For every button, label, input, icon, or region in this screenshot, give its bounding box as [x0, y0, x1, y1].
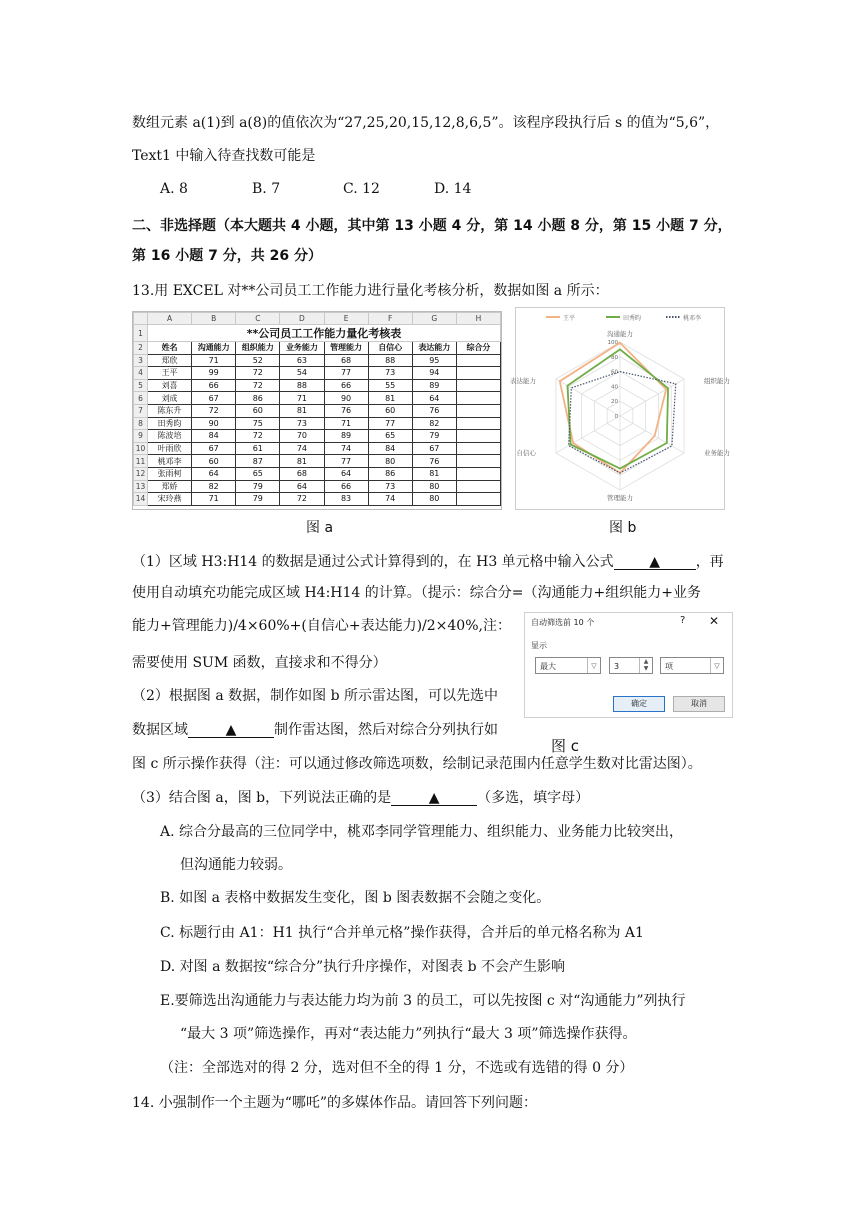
choice-a-cont: 但沟通能力较弱。 — [180, 857, 292, 873]
top-bottom-select[interactable] — [535, 657, 601, 674]
name-cell: 桃邓李 — [148, 455, 192, 468]
score-cell: 67 — [412, 442, 456, 455]
legend-label: 田秀昀 — [623, 315, 642, 322]
axis-label: 管理能力 — [607, 494, 633, 502]
score-cell: 66 — [324, 480, 368, 493]
score-cell: 63 — [280, 354, 324, 367]
scoring-note: （注：全部选对的得 2 分，选对但不全的得 1 分，不选或有选错的得 0 分） — [160, 1060, 634, 1076]
score-cell: 74 — [368, 493, 412, 506]
score-cell: 76 — [412, 404, 456, 417]
table-row — [134, 480, 501, 493]
row-number: 13 — [134, 480, 148, 493]
option-d: D. 14 — [434, 181, 472, 197]
answer-blank: ▲ — [614, 552, 696, 570]
score-cell — [456, 392, 500, 405]
row-number: 9 — [134, 430, 148, 443]
score-cell: 75 — [236, 417, 280, 430]
name-cell: 叶雨欣 — [148, 442, 192, 455]
choice-c: C. 标题行由 A1：H1 执行“合并单元格”操作获得，合并后的单元格名称为 A1 — [160, 925, 644, 941]
score-cell: 70 — [280, 430, 324, 443]
tick-label: 60 — [611, 369, 618, 376]
caption-a: 图 a — [306, 520, 334, 536]
column-header: 综合分 — [456, 342, 500, 355]
row-number: 5 — [134, 379, 148, 392]
legend-label: 桃邓李 — [683, 315, 702, 322]
score-cell: 64 — [324, 467, 368, 480]
name-cell: 刘喜 — [148, 379, 192, 392]
text-line: 使用自动填充功能完成区域 H4:H14 的计算。（提示：综合分=（沟通能力+组织能力+业务 — [132, 585, 701, 601]
score-cell — [456, 367, 500, 380]
col-letter: H — [456, 313, 500, 325]
q13-part1 — [132, 552, 724, 572]
score-cell: 64 — [192, 467, 236, 480]
score-cell: 77 — [324, 367, 368, 380]
text-line: 数组元素 a(1)到 a(8)的值依次为“27,25,20,15,12,8,6,5”。该程序段执行后 s 的值为“5,6”， — [132, 115, 720, 131]
score-cell: 54 — [280, 367, 324, 380]
score-cell: 72 — [192, 404, 236, 417]
caption-c: 图 c — [551, 737, 580, 755]
score-cell — [456, 467, 500, 480]
score-cell: 67 — [192, 442, 236, 455]
col-letter: A — [148, 313, 192, 325]
row-number: 3 — [134, 354, 148, 367]
score-cell: 72 — [236, 430, 280, 443]
name-cell: 田秀昀 — [148, 417, 192, 430]
score-cell: 71 — [280, 392, 324, 405]
row-number: 7 — [134, 404, 148, 417]
score-cell: 67 — [192, 392, 236, 405]
choice-b: B. 如图 a 表格中数据发生变化，图 b 图表数据不会随之变化。 — [160, 890, 551, 906]
score-cell: 76 — [412, 455, 456, 468]
score-cell: 81 — [280, 404, 324, 417]
score-cell: 80 — [412, 480, 456, 493]
q13-part3-text: （3）结合图 a，图 b，下列说法正确的是 — [132, 790, 392, 806]
score-cell: 94 — [412, 367, 456, 380]
unit-value: 项 — [665, 662, 673, 671]
score-cell: 60 — [368, 404, 412, 417]
axis-label: 表达能力 — [510, 377, 536, 385]
column-header: 业务能力 — [280, 342, 324, 355]
caption-b: 图 b — [609, 520, 637, 536]
score-cell: 82 — [412, 417, 456, 430]
grid-spoke — [556, 416, 620, 453]
show-label: 显示 — [531, 641, 547, 650]
score-cell — [456, 480, 500, 493]
score-cell: 66 — [324, 379, 368, 392]
score-cell: 64 — [412, 392, 456, 405]
score-cell — [456, 404, 500, 417]
score-cell: 73 — [368, 480, 412, 493]
option-a: A. 8 — [160, 181, 188, 197]
choice-e: E.要筛选出沟通能力与表达能力均为前 3 的员工，可以先按图 c 对“沟通能力”列执行 — [160, 993, 686, 1009]
text-line: 能力+管理能力)/4×60%+(自信心+表达能力)/2×40%,注： — [132, 618, 511, 634]
score-cell — [456, 455, 500, 468]
column-header: 表达能力 — [412, 342, 456, 355]
row-number: 1 — [134, 325, 148, 342]
score-cell: 60 — [192, 455, 236, 468]
table-row — [134, 392, 501, 405]
col-letter: D — [280, 313, 324, 325]
tick-label: 20 — [611, 399, 618, 406]
score-cell: 86 — [368, 467, 412, 480]
spin-arrows-icon[interactable]: ▲ ▼ — [639, 658, 652, 673]
table-row — [134, 367, 501, 380]
score-cell: 74 — [324, 442, 368, 455]
row-number: 11 — [134, 455, 148, 468]
score-cell: 72 — [236, 367, 280, 380]
text-line: 需要使用 SUM 函数，直接求和不得分） — [132, 655, 387, 671]
score-cell: 79 — [236, 480, 280, 493]
table-row — [134, 417, 501, 430]
choice-e-cont: “最大 3 项”筛选操作，再对“表达能力”列执行“最大 3 项”筛选操作获得。 — [180, 1026, 637, 1042]
column-header: 姓名 — [148, 342, 192, 355]
count-value: 3 — [614, 662, 620, 671]
name-cell: 王平 — [148, 367, 192, 380]
col-letter: B — [192, 313, 236, 325]
row-number: 2 — [134, 342, 148, 355]
spreadsheet-figure — [132, 311, 502, 510]
col-letter: E — [324, 313, 368, 325]
text-line: （2）根据图 a 数据，制作如图 b 所示雷达图，可以先选中 — [132, 688, 499, 704]
question-13: 13.用 EXCEL 对**公司员工工作能力进行量化考核分析，数据如图 a 所示： — [132, 283, 609, 299]
q13-part2 — [132, 720, 498, 740]
table-row — [134, 354, 501, 367]
score-cell: 68 — [324, 354, 368, 367]
score-cell: 74 — [280, 442, 324, 455]
row-number: 8 — [134, 417, 148, 430]
name-cell: 刘成 — [148, 392, 192, 405]
row-number: 4 — [134, 367, 148, 380]
axis-label: 业务能力 — [704, 449, 730, 457]
score-cell: 90 — [192, 417, 236, 430]
name-cell: 郑欣 — [148, 354, 192, 367]
name-cell: 郑娇 — [148, 480, 192, 493]
score-cell — [456, 417, 500, 430]
choice-a: A. 综合分最高的三位同学中，桃邓李同学管理能力、组织能力、业务能力比较突出， — [160, 824, 684, 840]
column-header: 沟通能力 — [192, 342, 236, 355]
score-cell: 79 — [412, 430, 456, 443]
score-cell: 84 — [368, 442, 412, 455]
series-line — [560, 343, 666, 473]
score-cell: 65 — [368, 430, 412, 443]
table-row — [134, 493, 501, 506]
sheet-title: **公司员工工作能力量化考核表 — [148, 325, 501, 342]
option-b: B. 7 — [252, 181, 281, 197]
score-cell: 84 — [192, 430, 236, 443]
score-cell: 83 — [324, 493, 368, 506]
axis-label: 自信心 — [516, 449, 536, 457]
q13-part2-text: 数据区域 — [132, 722, 188, 738]
score-cell: 76 — [324, 404, 368, 417]
score-cell: 80 — [412, 493, 456, 506]
score-cell: 72 — [236, 379, 280, 392]
score-cell: 88 — [280, 379, 324, 392]
score-cell: 87 — [236, 455, 280, 468]
score-cell: 82 — [192, 480, 236, 493]
score-cell: 71 — [192, 493, 236, 506]
q13-part3 — [132, 788, 589, 808]
row-number: 10 — [134, 442, 148, 455]
cancel-button[interactable]: 取消 — [673, 696, 725, 712]
score-cell: 64 — [280, 480, 324, 493]
score-cell: 55 — [368, 379, 412, 392]
score-cell: 73 — [368, 367, 412, 380]
grid-spoke — [620, 416, 684, 453]
radar-chart — [510, 308, 730, 509]
score-cell — [456, 442, 500, 455]
close-icon[interactable]: ✕ — [709, 614, 720, 628]
section-heading: 第 16 小题 7 分，共 26 分） — [132, 248, 322, 264]
column-header: 管理能力 — [324, 342, 368, 355]
score-cell: 90 — [324, 392, 368, 405]
choice-d: D. 对图 a 数据按“综合分”执行升序操作，对图表 b 不会产生影响 — [160, 959, 566, 975]
option-c: C. 12 — [343, 181, 380, 197]
score-cell: 52 — [236, 354, 280, 367]
tick-label: 40 — [611, 384, 618, 391]
section-heading: 二、非选择题（本大题共 4 小题，其中第 13 小题 4 分，第 14 小题 8 分，第 15 小题 7 分， — [132, 218, 732, 234]
name-cell: 陈东升 — [148, 404, 192, 417]
score-cell: 86 — [236, 392, 280, 405]
axis-label: 沟通能力 — [607, 330, 633, 338]
row-number: 12 — [134, 467, 148, 480]
col-letter: C — [236, 313, 280, 325]
score-cell — [456, 354, 500, 367]
row-number: 6 — [134, 392, 148, 405]
score-cell: 89 — [412, 379, 456, 392]
name-cell: 张雨柯 — [148, 467, 192, 480]
score-cell: 68 — [280, 467, 324, 480]
ok-button[interactable]: 确定 — [613, 696, 665, 712]
score-cell: 81 — [280, 455, 324, 468]
col-letter: G — [412, 313, 456, 325]
corner-cell — [134, 313, 148, 325]
score-cell — [456, 379, 500, 392]
q13-part2-text-end: 制作雷达图，然后对综合分列执行如 — [274, 722, 498, 738]
score-cell: 88 — [368, 354, 412, 367]
tick-label: 0 — [614, 414, 618, 420]
text-line: Text1 中输入待查找数可能是 — [132, 148, 316, 164]
table-row — [134, 379, 501, 392]
score-cell: 95 — [412, 354, 456, 367]
score-cell: 81 — [368, 392, 412, 405]
table-row — [134, 430, 501, 443]
dialog-title: 自动筛选前 10 个 — [531, 618, 595, 627]
tick-label: 100 — [607, 340, 618, 346]
score-cell — [456, 430, 500, 443]
q13-part3-text-end: （多选，填字母） — [477, 790, 590, 806]
table-row — [134, 442, 501, 455]
grid-spoke — [620, 379, 684, 416]
name-cell: 宋玲燕 — [148, 493, 192, 506]
col-letter: F — [368, 313, 412, 325]
score-cell: 71 — [192, 354, 236, 367]
score-cell — [456, 493, 500, 506]
score-cell: 61 — [236, 442, 280, 455]
chevron-down-icon: ▽ — [710, 658, 723, 673]
score-cell: 80 — [368, 455, 412, 468]
table-row — [134, 455, 501, 468]
top-bottom-value: 最大 — [540, 662, 556, 671]
axis-label: 组织能力 — [704, 377, 730, 385]
score-cell: 77 — [368, 417, 412, 430]
radar-chart-figure — [510, 307, 730, 510]
table-row — [134, 404, 501, 417]
q13-part1-text-end: ，再 — [695, 554, 724, 570]
q13-part1-text: （1）区域 H3:H14 的数据是通过公式计算得到的，在 H3 单元格中输入公式 — [132, 554, 614, 570]
autofilter-dialog — [524, 612, 733, 718]
column-header: 自信心 — [368, 342, 412, 355]
unit-select[interactable] — [660, 657, 724, 674]
score-cell: 77 — [324, 455, 368, 468]
text-line: 图 c 所示操作获得（注：可以通过修改筛选项数，绘制记录范围内任意学生数对比雷达图）。 — [132, 756, 702, 772]
legend-label: 王平 — [563, 315, 576, 322]
score-cell: 99 — [192, 367, 236, 380]
column-header: 组织能力 — [236, 342, 280, 355]
chevron-down-icon: ▽ — [587, 658, 600, 673]
score-cell: 73 — [280, 417, 324, 430]
tick-label: 80 — [611, 354, 618, 361]
series-line — [569, 369, 676, 473]
score-cell: 65 — [236, 467, 280, 480]
name-cell: 陈波培 — [148, 430, 192, 443]
help-icon[interactable]: ? — [680, 615, 686, 626]
score-cell: 79 — [236, 493, 280, 506]
answer-blank: ▲ — [391, 788, 477, 806]
row-number: 14 — [134, 493, 148, 506]
table-row — [134, 467, 501, 480]
question-14: 14. 小强制作一个主题为“哪吒”的多媒体作品。请回答下列问题： — [132, 1095, 538, 1111]
answer-blank: ▲ — [188, 720, 274, 738]
score-cell: 60 — [236, 404, 280, 417]
score-cell: 72 — [280, 493, 324, 506]
score-cell: 89 — [324, 430, 368, 443]
count-stepper[interactable] — [609, 657, 653, 674]
score-cell: 71 — [324, 417, 368, 430]
score-cell: 66 — [192, 379, 236, 392]
score-cell: 81 — [412, 467, 456, 480]
